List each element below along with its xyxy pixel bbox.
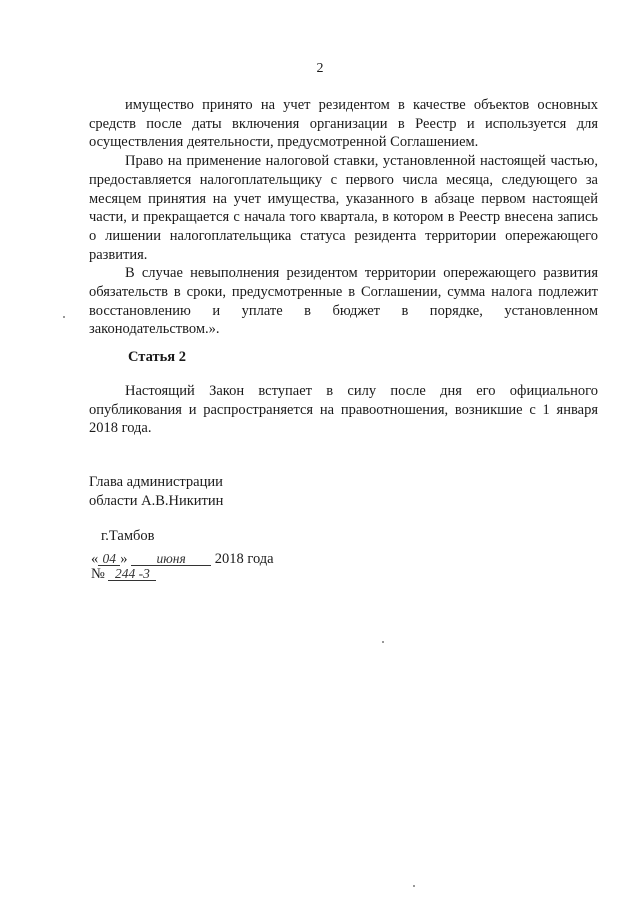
law-number xyxy=(91,566,156,583)
signature-name: области А.В.Никитин xyxy=(89,492,224,509)
date-open-quote: « xyxy=(91,551,99,567)
article-text: Настоящий Закон вступает в силу после дня его официального опубликования и распространяется на правоотношения, возникшие с 1 января 2018 года. xyxy=(89,383,598,437)
law-number-value: 244 -3 xyxy=(108,567,156,581)
scan-speck xyxy=(413,885,415,887)
date-month: июня xyxy=(131,552,211,566)
signature-block xyxy=(89,473,223,510)
scan-speck xyxy=(382,641,384,643)
city-name: г.Тамбов xyxy=(101,528,155,544)
paragraph: имущество принято на учет резидентом в качестве объектов основных средств после даты включения организации в Реестр и используется для осуществления деятельности, предусмотренной Соглашением. xyxy=(89,97,598,151)
paragraph: Право на применение налоговой ставки, установленной настоящей частью, предоставляется налогоплательщику с первого числа месяца, следующего за месяцем принятия на учет имущества, указанного в абзаце первом настоящей части, и прекращается с начала того квартала, в котором в Реестр внесена запись о лишении налогоплательщика статуса резидента территории опережающего развития. xyxy=(89,153,598,263)
body-text xyxy=(89,96,598,339)
law-number-prefix: № xyxy=(91,566,105,582)
signature-title: Глава администрации xyxy=(89,474,223,490)
paragraph: В случае невыполнения резидентом территории опережающего развития обязательств в сроки, предусмотренные в Соглашении, сумма налога подлежит восстановлению и уплате в бюджет в порядке, установленном законодательством.». xyxy=(89,265,598,338)
page-number: 2 xyxy=(316,61,324,76)
date-close-quote: » xyxy=(120,551,128,567)
date-day: 04 xyxy=(98,552,120,566)
article-heading: Статья 2 xyxy=(128,349,186,365)
date-year: 2018 года xyxy=(214,551,274,567)
scan-speck xyxy=(63,316,65,318)
